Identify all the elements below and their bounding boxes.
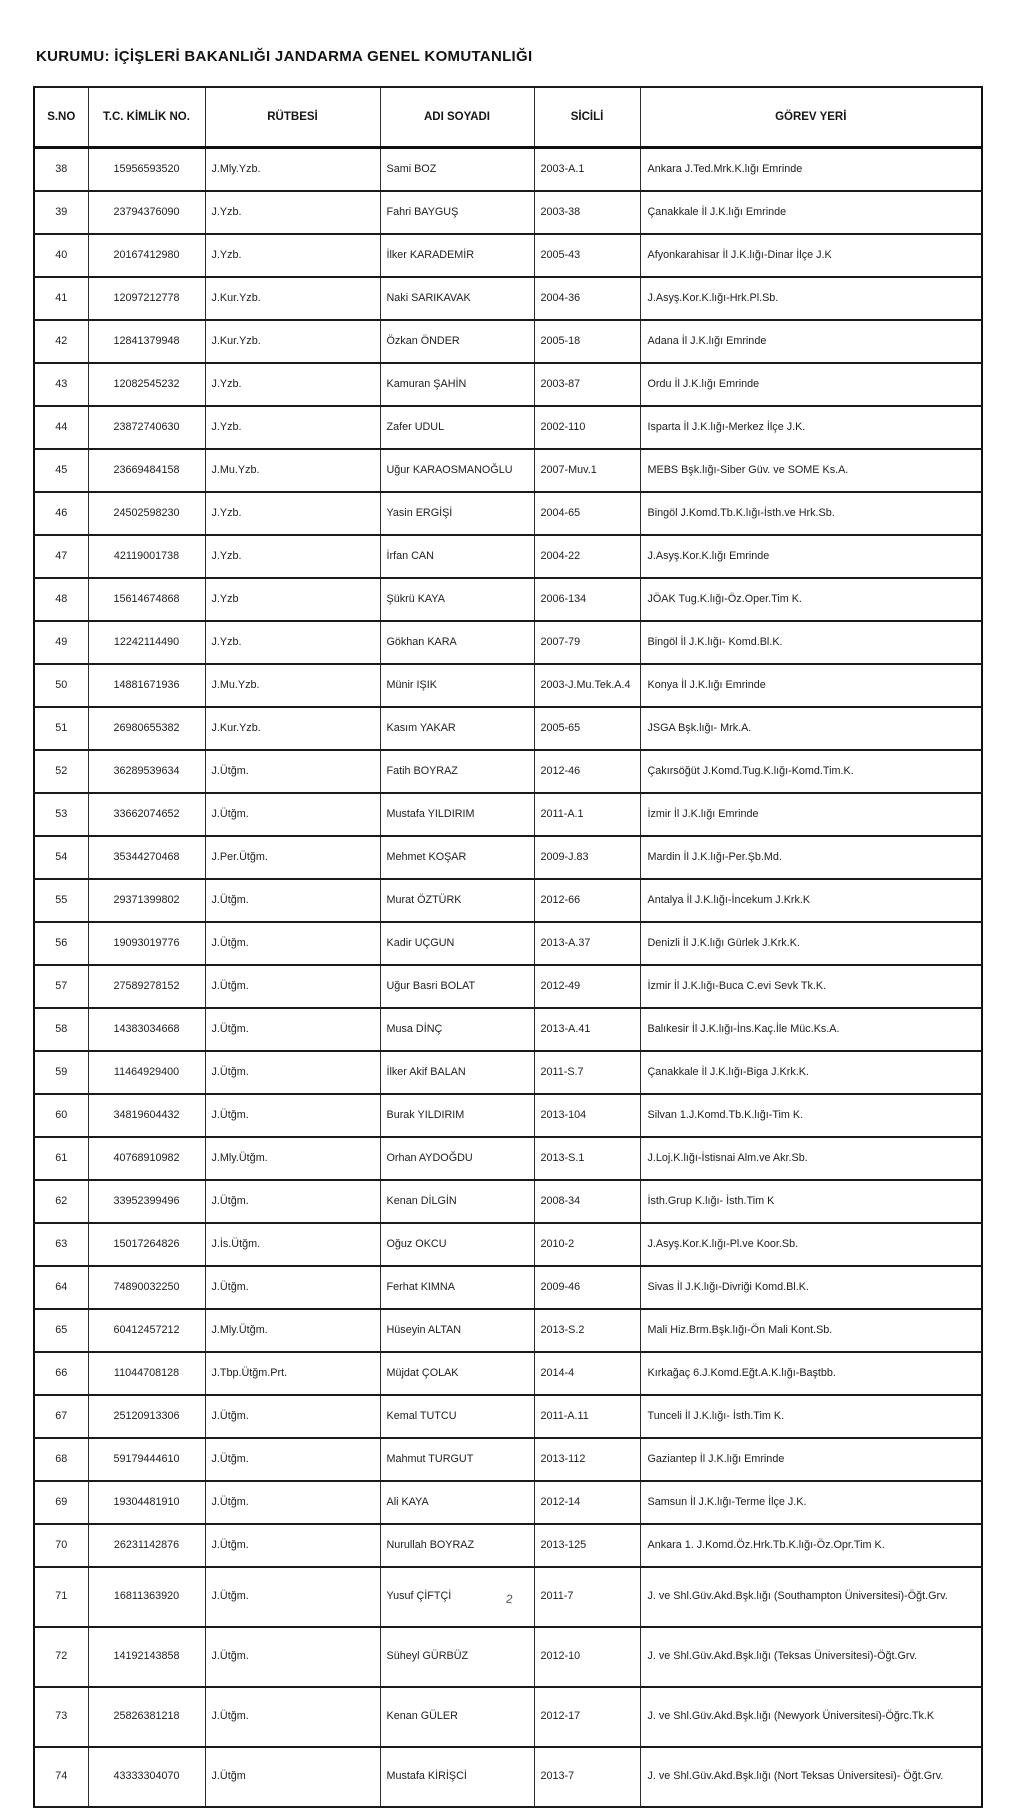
- column-header-kimlik: T.C. KİMLİK NO.: [88, 87, 205, 148]
- cell-sno: 61: [34, 1137, 88, 1180]
- table-row: [34, 836, 982, 879]
- cell-sicil: 2010-2: [534, 1223, 640, 1266]
- cell-gorev-yeri: Tunceli İl J.K.lığı- İsth.Tim K.: [640, 1395, 982, 1438]
- cell-rutbe: J.Ütğm.: [205, 793, 380, 836]
- cell-adi-soyadi: Yasin ERGİŞİ: [380, 492, 534, 535]
- cell-rutbe: J.Mly.Yzb.: [205, 148, 380, 192]
- cell-sno: 40: [34, 234, 88, 277]
- cell-adi-soyadi: İrfan CAN: [380, 535, 534, 578]
- cell-sicil: 2011-A.1: [534, 793, 640, 836]
- cell-rutbe: J.Tbp.Ütğm.Prt.: [205, 1352, 380, 1395]
- cell-gorev-yeri: Bingöl J.Komd.Tb.K.lığı-İsth.ve Hrk.Sb.: [640, 492, 982, 535]
- cell-gorev-yeri: J.Asyş.Kor.K.lığı-Hrk.Pl.Sb.: [640, 277, 982, 320]
- cell-kimlik-no: 25826381218: [88, 1687, 205, 1747]
- cell-adi-soyadi: Zafer UDUL: [380, 406, 534, 449]
- cell-sno: 55: [34, 879, 88, 922]
- cell-adi-soyadi: İlker Akif BALAN: [380, 1051, 534, 1094]
- cell-rutbe: J.Ütğm.: [205, 879, 380, 922]
- cell-sicil: 2004-22: [534, 535, 640, 578]
- cell-sno: 68: [34, 1438, 88, 1481]
- cell-sno: 71: [34, 1567, 88, 1627]
- cell-adi-soyadi: Uğur KARAOSMANOĞLU: [380, 449, 534, 492]
- cell-kimlik-no: 23669484158: [88, 449, 205, 492]
- cell-gorev-yeri: Adana İl J.K.lığı Emrinde: [640, 320, 982, 363]
- cell-sno: 53: [34, 793, 88, 836]
- personnel-table-body: [34, 148, 982, 1808]
- cell-kimlik-no: 15017264826: [88, 1223, 205, 1266]
- cell-sicil: 2003-J.Mu.Tek.A.4: [534, 664, 640, 707]
- cell-sno: 66: [34, 1352, 88, 1395]
- cell-sno: 60: [34, 1094, 88, 1137]
- cell-kimlik-no: 26231142876: [88, 1524, 205, 1567]
- cell-kimlik-no: 20167412980: [88, 234, 205, 277]
- cell-rutbe: J.İs.Ütğm.: [205, 1223, 380, 1266]
- cell-sicil: 2013-S.2: [534, 1309, 640, 1352]
- cell-sno: 44: [34, 406, 88, 449]
- cell-sno: 69: [34, 1481, 88, 1524]
- cell-gorev-yeri: Ordu İl J.K.lığı Emrinde: [640, 363, 982, 406]
- cell-adi-soyadi: Kemal TUTCU: [380, 1395, 534, 1438]
- cell-rutbe: J.Yzb.: [205, 492, 380, 535]
- cell-adi-soyadi: Kadir UÇGUN: [380, 922, 534, 965]
- cell-adi-soyadi: Gökhan KARA: [380, 621, 534, 664]
- cell-sno: 57: [34, 965, 88, 1008]
- cell-kimlik-no: 34819604432: [88, 1094, 205, 1137]
- table-row: [34, 1395, 982, 1438]
- cell-rutbe: J.Ütğm: [205, 1747, 380, 1807]
- cell-sno: 54: [34, 836, 88, 879]
- cell-sicil: 2007-79: [534, 621, 640, 664]
- cell-adi-soyadi: Hüseyin ALTAN: [380, 1309, 534, 1352]
- cell-sicil: 2013-125: [534, 1524, 640, 1567]
- cell-gorev-yeri: Sivas İl J.K.lığı-Divriği Komd.Bl.K.: [640, 1266, 982, 1309]
- cell-adi-soyadi: Kasım YAKAR: [380, 707, 534, 750]
- cell-sno: 42: [34, 320, 88, 363]
- cell-sicil: 2014-4: [534, 1352, 640, 1395]
- cell-rutbe: J.Mly.Ütğm.: [205, 1137, 380, 1180]
- cell-kimlik-no: 24502598230: [88, 492, 205, 535]
- cell-rutbe: J.Ütğm.: [205, 922, 380, 965]
- cell-gorev-yeri: MEBS Bşk.lığı-Siber Güv. ve SOME Ks.A.: [640, 449, 982, 492]
- cell-kimlik-no: 15956593520: [88, 148, 205, 192]
- cell-sno: 73: [34, 1687, 88, 1747]
- cell-rutbe: J.Yzb.: [205, 406, 380, 449]
- cell-gorev-yeri: Silvan 1.J.Komd.Tb.K.lığı-Tim K.: [640, 1094, 982, 1137]
- cell-gorev-yeri: J.Asyş.Kor.K.lığı-Pl.ve Koor.Sb.: [640, 1223, 982, 1266]
- cell-gorev-yeri: Konya İl J.K.lığı Emrinde: [640, 664, 982, 707]
- cell-gorev-yeri: Gaziantep İl J.K.lığı Emrinde: [640, 1438, 982, 1481]
- cell-adi-soyadi: Süheyl GÜRBÜZ: [380, 1627, 534, 1687]
- cell-gorev-yeri: Bingöl İl J.K.lığı- Komd.Bl.K.: [640, 621, 982, 664]
- cell-sicil: 2012-66: [534, 879, 640, 922]
- cell-adi-soyadi: Kenan GÜLER: [380, 1687, 534, 1747]
- cell-adi-soyadi: Murat ÖZTÜRK: [380, 879, 534, 922]
- cell-gorev-yeri: JÖAK Tug.K.lığı-Öz.Oper.Tim K.: [640, 578, 982, 621]
- cell-gorev-yeri: Afyonkarahisar İl J.K.lığı-Dinar İlçe J.K: [640, 234, 982, 277]
- cell-gorev-yeri: Çanakkale İl J.K.lığı-Biga J.Krk.K.: [640, 1051, 982, 1094]
- cell-rutbe: J.Ütğm.: [205, 1687, 380, 1747]
- table-row: [34, 1481, 982, 1524]
- cell-gorev-yeri: Çanakkale İl J.K.lığı Emrinde: [640, 191, 982, 234]
- column-header-gorev: GÖREV YERİ: [640, 87, 982, 148]
- table-row: [34, 363, 982, 406]
- cell-adi-soyadi: Orhan AYDOĞDU: [380, 1137, 534, 1180]
- cell-sno: 59: [34, 1051, 88, 1094]
- table-row: [34, 922, 982, 965]
- cell-gorev-yeri: Çakırsöğüt J.Komd.Tug.K.lığı-Komd.Tim.K.: [640, 750, 982, 793]
- cell-adi-soyadi: Yusuf ÇİFTÇİ: [380, 1567, 534, 1627]
- cell-rutbe: J.Ütğm.: [205, 1051, 380, 1094]
- cell-rutbe: J.Ütğm.: [205, 1266, 380, 1309]
- cell-kimlik-no: 42119001738: [88, 535, 205, 578]
- cell-rutbe: J.Per.Ütğm.: [205, 836, 380, 879]
- cell-sno: 45: [34, 449, 88, 492]
- cell-kimlik-no: 35344270468: [88, 836, 205, 879]
- cell-adi-soyadi: Sami BOZ: [380, 148, 534, 192]
- cell-sno: 46: [34, 492, 88, 535]
- table-row: [34, 1180, 982, 1223]
- cell-sicil: 2012-17: [534, 1687, 640, 1747]
- cell-sicil: 2005-43: [534, 234, 640, 277]
- cell-adi-soyadi: Kamuran ŞAHİN: [380, 363, 534, 406]
- cell-kimlik-no: 19093019776: [88, 922, 205, 965]
- cell-sno: 52: [34, 750, 88, 793]
- cell-sno: 62: [34, 1180, 88, 1223]
- cell-gorev-yeri: J. ve Shl.Güv.Akd.Bşk.lığı (Nort Teksas Üniversitesi)- Öğt.Grv.: [640, 1747, 982, 1807]
- cell-adi-soyadi: İlker KARADEMİR: [380, 234, 534, 277]
- cell-sicil: 2003-A.1: [534, 148, 640, 192]
- cell-sicil: 2012-49: [534, 965, 640, 1008]
- cell-adi-soyadi: Kenan DİLGİN: [380, 1180, 534, 1223]
- table-row: [34, 406, 982, 449]
- table-row: [34, 578, 982, 621]
- cell-rutbe: J.Ütğm.: [205, 1094, 380, 1137]
- cell-gorev-yeri: J.Asyş.Kor.K.lığı Emrinde: [640, 535, 982, 578]
- cell-kimlik-no: 15614674868: [88, 578, 205, 621]
- table-row: [34, 1524, 982, 1567]
- table-row: [34, 1687, 982, 1747]
- cell-sno: 51: [34, 707, 88, 750]
- cell-rutbe: J.Kur.Yzb.: [205, 277, 380, 320]
- cell-adi-soyadi: Mahmut TURGUT: [380, 1438, 534, 1481]
- cell-gorev-yeri: Denizli İl J.K.lığı Gürlek J.Krk.K.: [640, 922, 982, 965]
- cell-sicil: 2011-S.7: [534, 1051, 640, 1094]
- cell-sicil: 2003-87: [534, 363, 640, 406]
- cell-rutbe: J.Ütğm.: [205, 1395, 380, 1438]
- cell-rutbe: J.Ütğm.: [205, 1627, 380, 1687]
- cell-adi-soyadi: Musa DİNÇ: [380, 1008, 534, 1051]
- cell-adi-soyadi: Burak YILDIRIM: [380, 1094, 534, 1137]
- cell-adi-soyadi: Oğuz OKCU: [380, 1223, 534, 1266]
- cell-kimlik-no: 25120913306: [88, 1395, 205, 1438]
- cell-sicil: 2013-A.37: [534, 922, 640, 965]
- cell-sno: 58: [34, 1008, 88, 1051]
- column-header-rutbe: RÜTBESİ: [205, 87, 380, 148]
- cell-kimlik-no: 33952399496: [88, 1180, 205, 1223]
- cell-gorev-yeri: Mali Hiz.Brm.Bşk.lığı-Ön Mali Kont.Sb.: [640, 1309, 982, 1352]
- cell-adi-soyadi: Özkan ÖNDER: [380, 320, 534, 363]
- table-row: [34, 1747, 982, 1807]
- cell-sicil: 2007-Muv.1: [534, 449, 640, 492]
- cell-sicil: 2012-10: [534, 1627, 640, 1687]
- cell-adi-soyadi: Şükrü KAYA: [380, 578, 534, 621]
- cell-rutbe: J.Ütğm.: [205, 965, 380, 1008]
- cell-sicil: 2005-65: [534, 707, 640, 750]
- cell-sno: 43: [34, 363, 88, 406]
- cell-kimlik-no: 29371399802: [88, 879, 205, 922]
- table-row: [34, 148, 982, 192]
- cell-sicil: 2003-38: [534, 191, 640, 234]
- cell-sno: 63: [34, 1223, 88, 1266]
- cell-kimlik-no: 12841379948: [88, 320, 205, 363]
- table-row: [34, 1438, 982, 1481]
- cell-gorev-yeri: İzmir İl J.K.lığı Emrinde: [640, 793, 982, 836]
- cell-sno: 50: [34, 664, 88, 707]
- cell-sicil: 2004-36: [534, 277, 640, 320]
- cell-gorev-yeri: Ankara J.Ted.Mrk.K.lığı Emrinde: [640, 148, 982, 192]
- cell-kimlik-no: 12242114490: [88, 621, 205, 664]
- cell-gorev-yeri: Isparta İl J.K.lığı-Merkez İlçe J.K.: [640, 406, 982, 449]
- cell-rutbe: J.Ütğm.: [205, 1524, 380, 1567]
- cell-rutbe: J.Yzb.: [205, 363, 380, 406]
- cell-gorev-yeri: J. ve Shl.Güv.Akd.Bşk.lığı (Newyork Üniversitesi)-Öğrc.Tk.K: [640, 1687, 982, 1747]
- cell-kimlik-no: 40768910982: [88, 1137, 205, 1180]
- cell-adi-soyadi: Naki SARIKAVAK: [380, 277, 534, 320]
- cell-rutbe: J.Ütğm.: [205, 1180, 380, 1223]
- cell-kimlik-no: 27589278152: [88, 965, 205, 1008]
- cell-sno: 64: [34, 1266, 88, 1309]
- cell-sicil: 2005-18: [534, 320, 640, 363]
- cell-gorev-yeri: J.Loj.K.lığı-İstisnai Alm.ve Akr.Sb.: [640, 1137, 982, 1180]
- cell-sicil: 2013-104: [534, 1094, 640, 1137]
- cell-gorev-yeri: J. ve Shl.Güv.Akd.Bşk.lığı (Teksas Üniversitesi)-Öğt.Grv.: [640, 1627, 982, 1687]
- table-row: [34, 492, 982, 535]
- cell-gorev-yeri: İzmir İl J.K.lığı-Buca C.evi Sevk Tk.K.: [640, 965, 982, 1008]
- cell-adi-soyadi: Uğur Basri BOLAT: [380, 965, 534, 1008]
- table-row: [34, 1223, 982, 1266]
- cell-adi-soyadi: Mehmet KOŞAR: [380, 836, 534, 879]
- cell-rutbe: J.Ütğm.: [205, 750, 380, 793]
- cell-adi-soyadi: Nurullah BOYRAZ: [380, 1524, 534, 1567]
- cell-gorev-yeri: Kırkağaç 6.J.Komd.Eğt.A.K.lığı-Baştbb.: [640, 1352, 982, 1395]
- cell-rutbe: J.Yzb.: [205, 191, 380, 234]
- cell-rutbe: J.Ütğm.: [205, 1438, 380, 1481]
- cell-sno: 65: [34, 1309, 88, 1352]
- cell-gorev-yeri: Mardin İl J.K.lığı-Per.Şb.Md.: [640, 836, 982, 879]
- table-header: [34, 87, 982, 148]
- cell-sicil: 2009-J.83: [534, 836, 640, 879]
- cell-sicil: 2011-7: [534, 1567, 640, 1627]
- table-row: [34, 320, 982, 363]
- column-header-sno: S.NO: [34, 87, 88, 148]
- cell-sno: 72: [34, 1627, 88, 1687]
- table-header-row: [34, 87, 982, 148]
- cell-adi-soyadi: Mustafa YILDIRIM: [380, 793, 534, 836]
- cell-sno: 38: [34, 148, 88, 192]
- cell-gorev-yeri: J. ve Shl.Güv.Akd.Bşk.lığı (Southampton Üniversitesi)-Öğt.Grv.: [640, 1567, 982, 1627]
- table-row: [34, 1352, 982, 1395]
- table-row: [34, 191, 982, 234]
- table-row: [34, 1309, 982, 1352]
- cell-sicil: 2006-134: [534, 578, 640, 621]
- cell-gorev-yeri: JSGA Bşk.lığı- Mrk.A.: [640, 707, 982, 750]
- cell-kimlik-no: 36289539634: [88, 750, 205, 793]
- table-row: [34, 793, 982, 836]
- cell-sicil: 2013-7: [534, 1747, 640, 1807]
- table-row: [34, 234, 982, 277]
- cell-rutbe: J.Mly.Ütğm.: [205, 1309, 380, 1352]
- cell-kimlik-no: 43333304070: [88, 1747, 205, 1807]
- cell-rutbe: J.Yzb: [205, 578, 380, 621]
- cell-sno: 74: [34, 1747, 88, 1807]
- page-number: 2: [505, 1591, 514, 1607]
- cell-kimlik-no: 14383034668: [88, 1008, 205, 1051]
- cell-kimlik-no: 14881671936: [88, 664, 205, 707]
- cell-kimlik-no: 33662074652: [88, 793, 205, 836]
- cell-sno: 41: [34, 277, 88, 320]
- cell-kimlik-no: 26980655382: [88, 707, 205, 750]
- table-row: [34, 1008, 982, 1051]
- cell-rutbe: J.Kur.Yzb.: [205, 320, 380, 363]
- cell-kimlik-no: 12082545232: [88, 363, 205, 406]
- cell-gorev-yeri: Antalya İl J.K.lığı-İncekum J.Krk.K: [640, 879, 982, 922]
- cell-kimlik-no: 60412457212: [88, 1309, 205, 1352]
- cell-sno: 48: [34, 578, 88, 621]
- cell-sno: 39: [34, 191, 88, 234]
- table-row: [34, 1266, 982, 1309]
- cell-sicil: 2013-S.1: [534, 1137, 640, 1180]
- table-row: [34, 1627, 982, 1687]
- table-row: [34, 707, 982, 750]
- table-row: [34, 449, 982, 492]
- table-row: [34, 664, 982, 707]
- table-row: [34, 965, 982, 1008]
- cell-kimlik-no: 11044708128: [88, 1352, 205, 1395]
- table-row: [34, 535, 982, 578]
- table-row: [34, 1137, 982, 1180]
- cell-kimlik-no: 74890032250: [88, 1266, 205, 1309]
- cell-kimlik-no: 23872740630: [88, 406, 205, 449]
- cell-sicil: 2012-46: [534, 750, 640, 793]
- cell-kimlik-no: 11464929400: [88, 1051, 205, 1094]
- cell-sicil: 2009-46: [534, 1266, 640, 1309]
- column-header-sicil: SİCİLİ: [534, 87, 640, 148]
- table-row: [34, 621, 982, 664]
- cell-adi-soyadi: Ferhat KIMNA: [380, 1266, 534, 1309]
- cell-kimlik-no: 59179444610: [88, 1438, 205, 1481]
- cell-adi-soyadi: Ali KAYA: [380, 1481, 534, 1524]
- cell-rutbe: J.Ütğm.: [205, 1567, 380, 1627]
- cell-gorev-yeri: Ankara 1. J.Komd.Öz.Hrk.Tb.K.lığı-Öz.Opr.Tim K.: [640, 1524, 982, 1567]
- cell-sno: 49: [34, 621, 88, 664]
- cell-sno: 70: [34, 1524, 88, 1567]
- cell-rutbe: J.Mu.Yzb.: [205, 449, 380, 492]
- cell-kimlik-no: 19304481910: [88, 1481, 205, 1524]
- table-row: [34, 277, 982, 320]
- cell-adi-soyadi: Müjdat ÇOLAK: [380, 1352, 534, 1395]
- cell-kimlik-no: 14192143858: [88, 1627, 205, 1687]
- cell-rutbe: J.Mu.Yzb.: [205, 664, 380, 707]
- cell-rutbe: J.Yzb.: [205, 535, 380, 578]
- cell-sicil: 2013-112: [534, 1438, 640, 1481]
- cell-sicil: 2012-14: [534, 1481, 640, 1524]
- table-row: [34, 1051, 982, 1094]
- table-row: [34, 750, 982, 793]
- cell-kimlik-no: 23794376090: [88, 191, 205, 234]
- document-heading: KURUMU: İÇİŞLERİ BAKANLIĞI JANDARMA GENEL KOMUTANLIĞI: [36, 48, 533, 65]
- personnel-table: [33, 86, 983, 1808]
- cell-sicil: 2013-A.41: [534, 1008, 640, 1051]
- cell-gorev-yeri: Samsun İl J.K.lığı-Terme İlçe J.K.: [640, 1481, 982, 1524]
- cell-adi-soyadi: Fatih BOYRAZ: [380, 750, 534, 793]
- cell-sicil: 2011-A.11: [534, 1395, 640, 1438]
- cell-kimlik-no: 12097212778: [88, 277, 205, 320]
- cell-rutbe: J.Yzb.: [205, 234, 380, 277]
- cell-gorev-yeri: Balıkesir İl J.K.lığı-İns.Kaç.İle Müc.Ks.A.: [640, 1008, 982, 1051]
- cell-rutbe: J.Kur.Yzb.: [205, 707, 380, 750]
- cell-adi-soyadi: Mustafa KİRİŞCİ: [380, 1747, 534, 1807]
- cell-sno: 56: [34, 922, 88, 965]
- cell-sicil: 2004-65: [534, 492, 640, 535]
- cell-sicil: 2002-110: [534, 406, 640, 449]
- table-row: [34, 879, 982, 922]
- cell-adi-soyadi: Münir IŞIK: [380, 664, 534, 707]
- cell-kimlik-no: 16811363920: [88, 1567, 205, 1627]
- cell-sicil: 2008-34: [534, 1180, 640, 1223]
- cell-rutbe: J.Yzb.: [205, 621, 380, 664]
- cell-gorev-yeri: İsth.Grup K.lığı- İsth.Tim K: [640, 1180, 982, 1223]
- cell-sno: 67: [34, 1395, 88, 1438]
- cell-rutbe: J.Ütğm.: [205, 1481, 380, 1524]
- cell-adi-soyadi: Fahri BAYGUŞ: [380, 191, 534, 234]
- column-header-adi: ADI SOYADI: [380, 87, 534, 148]
- table-row: [34, 1094, 982, 1137]
- cell-rutbe: J.Ütğm.: [205, 1008, 380, 1051]
- cell-sno: 47: [34, 535, 88, 578]
